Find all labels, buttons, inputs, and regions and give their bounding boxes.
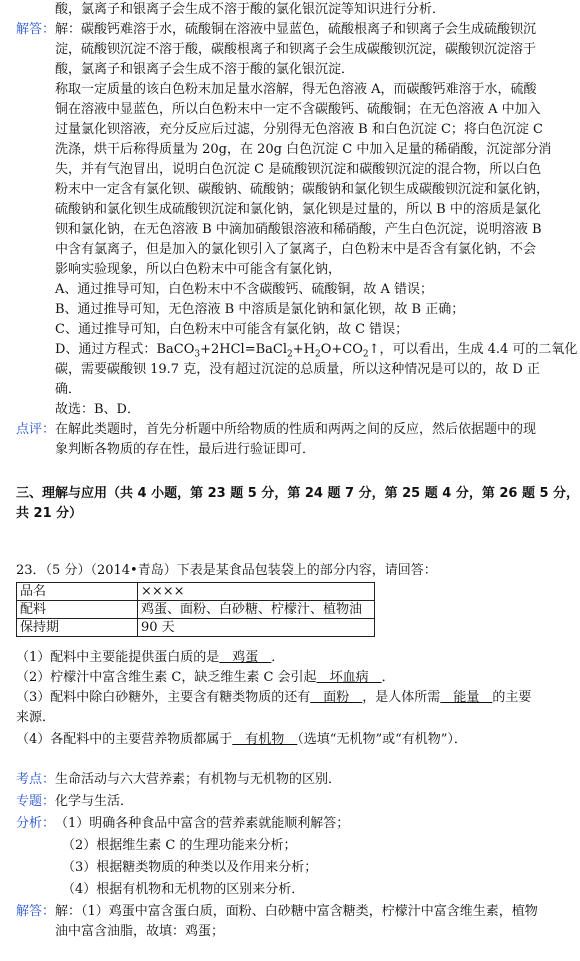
fenxi-line: （4）根据有机物和无机物的区别来分析． [62,882,305,897]
question-item: （1）配料中主要能提供蛋白质的是 鸡蛋 ． [16,650,285,665]
answer-choice: 故选：B、D． [55,402,140,417]
answer-line: 中含有氯离子，但是加入的氯化钡引入了氯离子，白色粉末中是否含有氯化钠，不会 [55,242,537,257]
text-line: 酸，氯离子和银离子会生成不溶于酸的氯化银沉淀等知识进行分析． [55,2,446,17]
answer-label: 解答： [16,22,56,37]
answer-line: 碳，需要碳酸钡 19.7 克，没有超过沉淀的总质量，所以这种情况是可以的，故 D 正 [55,362,540,377]
fenxi-line: （2）根据维生素 C 的生理功能来分析； [62,838,297,853]
answer-line: C、通过推导可知，白色粉末中可能含有氯化钠，故 C 错误； [55,322,409,337]
answer-blank: 面粉 [310,690,363,705]
answer-line: 硫酸钠和氯化钡生成硫酸钡沉淀和氯化钠，氯化钡是过量的，所以 B 中的溶质是氯化 [55,202,541,217]
answer-blank: 鸡蛋 [219,650,272,665]
answer-line: 钡和氯化钠，在无色溶液 B 中滴加硝酸银溶液和稀硝酸，产生白色沉淀，说明溶液 B [55,222,542,237]
fenxi-line: （1）明确各种食品中富含的营养素就能顺利解答； [55,816,350,831]
table-row [17,619,375,637]
section-heading: 共 21 分） [16,506,83,521]
table-cell: 鸡蛋、面粉、白砂糖、柠檬汁、植物油 [138,601,375,619]
answer-line: 失，并有气泡冒出，说明白色沉淀 C 是硫酸钡沉淀和碳酸钡沉淀的混合物，所以白色 [55,162,542,177]
answer-line: 过量氯化钡溶液，充分反应后过滤，分别得无色溶液 B 和白色沉淀 C；将白色沉淀 C [55,122,543,137]
question-intro: 23．（5 分）（2014•青岛）下表是某食品包装袋上的部分内容，请回答： [16,563,437,578]
table-row [17,583,375,601]
answer-line: 解：碳酸钙难溶于水，硫酸铜在溶液中显蓝色，硫酸根离子和钡离子会生成硫酸钡沉 [55,22,537,37]
zhuanti-label: 专题： [16,794,56,809]
answer-blank: 能量 [440,690,493,705]
table-cell: 90 天 [138,619,375,637]
fenxi-line: （3）根据糖类物质的种类以及作用来分析； [62,860,318,875]
table-row [17,601,375,619]
comment-line: 在解此类题时，首先分析题中所给物质的性质和两两之间的反应，然后依据题中的现 [55,422,537,437]
jieda-label: 解答： [16,904,56,919]
table-cell: 配料 [17,601,138,619]
section-heading: 三、理解与应用（共 4 小题，第 23 题 5 分，第 24 题 7 分，第 25 题 4 分，第 26 题 5 分， [16,486,580,501]
answer-line: B、通过推导可知，无色溶液 B 中溶质是氯化钠和氯化钡，故 B 正确； [55,302,465,317]
kaodian-label: 考点： [16,772,56,787]
answer-blank: 坏血病 [316,670,382,685]
question-item: （2）柠檬汁中富含维生素 C，缺乏维生素 C 会引起 坏血病 ． [16,670,395,685]
jieda-line: 解：（1）鸡蛋中富含蛋白质，面粉、白砂糖中富含糖类，柠檬汁中富含维生素，植物 [55,904,538,919]
answer-blank: 有机物 [232,732,298,747]
answer-line: 影响实验现象，所以白色粉末中可能含有氯化钠， [55,262,342,277]
equation-line: D、通过方程式：$BaCO_3+2HCl=BaCl_2+H_2O+CO_2↑$，可以看出，生成 4.4 可的二氧化 [55,342,578,360]
fenxi-label: 分析： [16,816,56,831]
answer-line: 酸，氯离子和银离子会生成不溶于酸的氯化银沉淀． [55,62,355,77]
comment-line: 象判断各物质的存在性，最后进行验证即可． [55,442,316,457]
jieda-line: 油中富含油脂，故填：鸡蛋； [55,924,225,939]
answer-line: 称取一定质量的该白色粉末加足量水溶解，得无色溶液 A，而碳酸钙难溶于水，硫酸 [55,82,537,97]
table-cell: 保持期 [17,619,138,637]
answer-line: 确． [55,382,82,397]
kaodian-text: 生命活动与六大营养素；有机物与无机物的区别． [55,772,342,787]
answer-line: 粉末中一定含有氯化钡、碳酸钠、硫酸钠；碳酸钠和氯化钡生成碳酸钡沉淀和氯化钠， [55,182,550,197]
table-cell: ×××× [138,583,375,601]
zhuanti-text: 化学与生活． [55,794,134,809]
question-item: （3）配料中除白砂糖外，主要含有糖类物质的还有 面粉 ，是人体所需 能量 的主要 [16,690,532,705]
answer-line: 淀，硫酸钡沉淀不溶于酸，碳酸根离子和钡离子会生成碳酸钡沉淀，碳酸钡沉淀溶于 [55,42,537,57]
answer-line: A、通过推导可知，白色粉末中不含碳酸钙、硫酸铜，故 A 错误； [55,282,434,297]
question-item: 来源． [16,710,56,725]
ingredient-table [16,582,375,637]
question-item: （4）各配料中的主要营养物质都属于 有机物 （选填“无机物”或“有机物”）． [16,732,467,747]
answer-line: 铜在溶液中显蓝色，所以白色粉末中一定不含碳酸钙、硫酸铜；在无色溶液 A 中加入 [55,102,541,117]
comment-label: 点评： [16,422,56,437]
table-cell: 品名 [17,583,138,601]
answer-line: 洗涤，烘干后称得质量为 20g，在 20g 白色沉淀 C 中加入足量的稀硝酸，沉淀部分消 [55,142,552,157]
